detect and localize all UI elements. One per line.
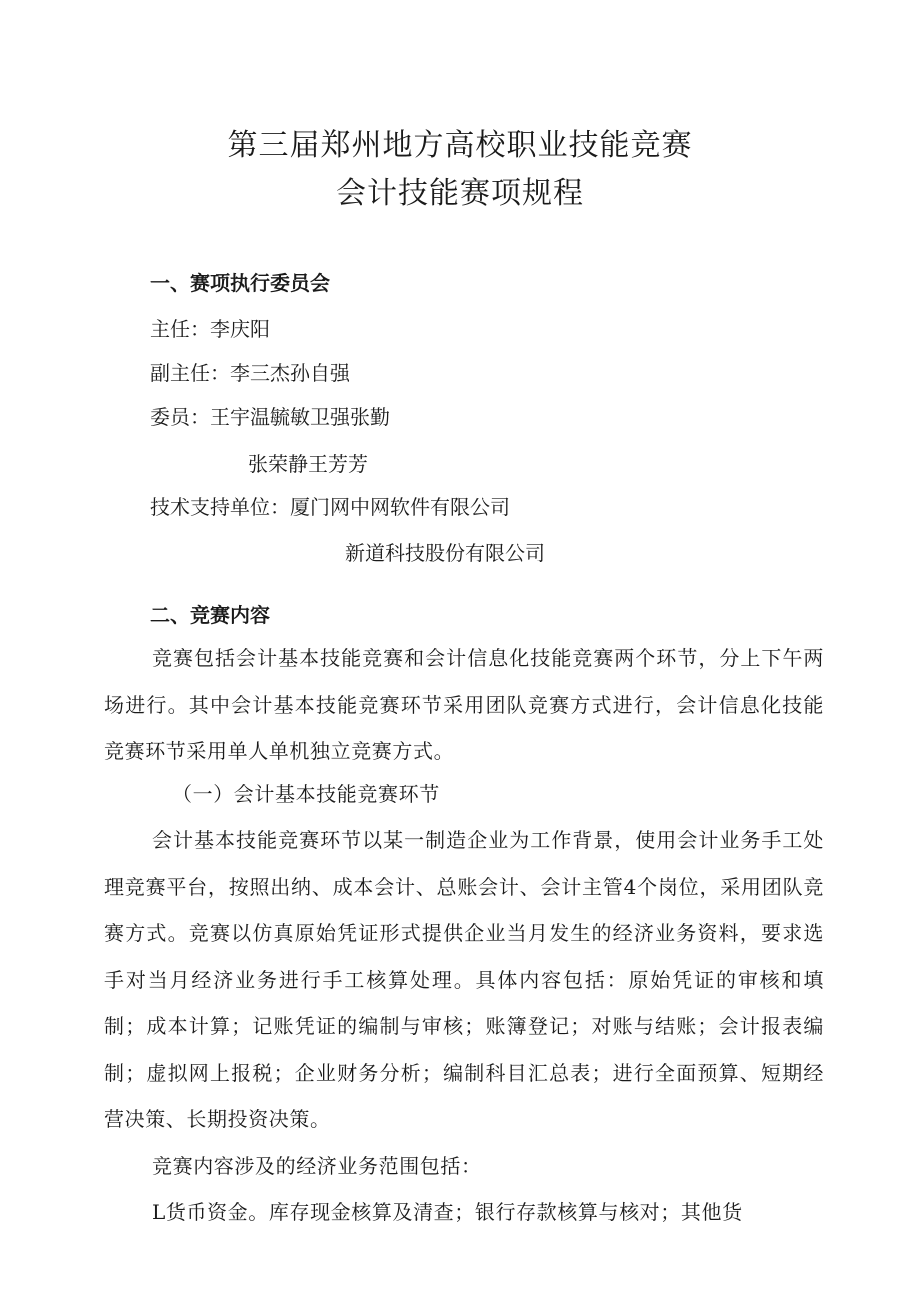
tech-support-line-1: 技术支持单位：厦门网中网软件有限公司: [150, 495, 510, 519]
director-line: 主任：李庆阳: [150, 317, 270, 341]
document-title-line1: 第三届郑州地方高校职业技能竞赛: [227, 128, 693, 163]
subsection-heading-basic-skills: （一）会计基本技能竞赛环节: [172, 782, 440, 806]
document-title-line2: 会计技能赛项规程: [336, 176, 584, 211]
section1-heading: 一、赛项执行委员会: [150, 271, 330, 295]
section2-heading: 二、竞赛内容: [150, 603, 270, 627]
tech-support-line-2: 新道科技股份有限公司: [345, 541, 545, 565]
business-scope-intro: 竞赛内容涉及的经济业务范围包括：: [152, 1154, 482, 1178]
basic-skills-paragraph: 会计基本技能竞赛环节以某一制造企业为工作背景，使用会计业务手工处理竞赛平台，按照出纳、成本会计、总账会计、会计主管4个岗位，采用团队竞赛方式。竞赛以仿真原始凭证形式提供企业当月发生的经济业务资料，要求选手对当月经济业务进行手工核算处理。具体内容包括：原始凭证的审核和填制；成本计算；记账凭证的编制与审核；账簿登记；对账与结账；会计报表编制；虚拟网上报税；企业财务分析；编制科目汇总表；进行全面预算、短期经营决策、长期投资决策。: [104, 828, 824, 1131]
deputy-director-line: 副主任：李三杰孙自强: [150, 361, 350, 385]
cash-funds-item: L货币资金。库存现金核算及清查；银行存款核算与核对；其他货: [152, 1200, 743, 1224]
competition-content-paragraph: 竞赛包括会计基本技能竞赛和会计信息化技能竞赛两个环节，分上下午两场进行。其中会计基本技能竞赛环节采用团队竞赛方式进行，会计信息化技能竞赛环节采用单人单机独立竞赛方式。: [104, 646, 824, 763]
members-line-1: 委员：王宇温毓敏卫强张勤: [150, 405, 390, 429]
members-line-2: 张荣静王芳芳: [248, 452, 368, 476]
